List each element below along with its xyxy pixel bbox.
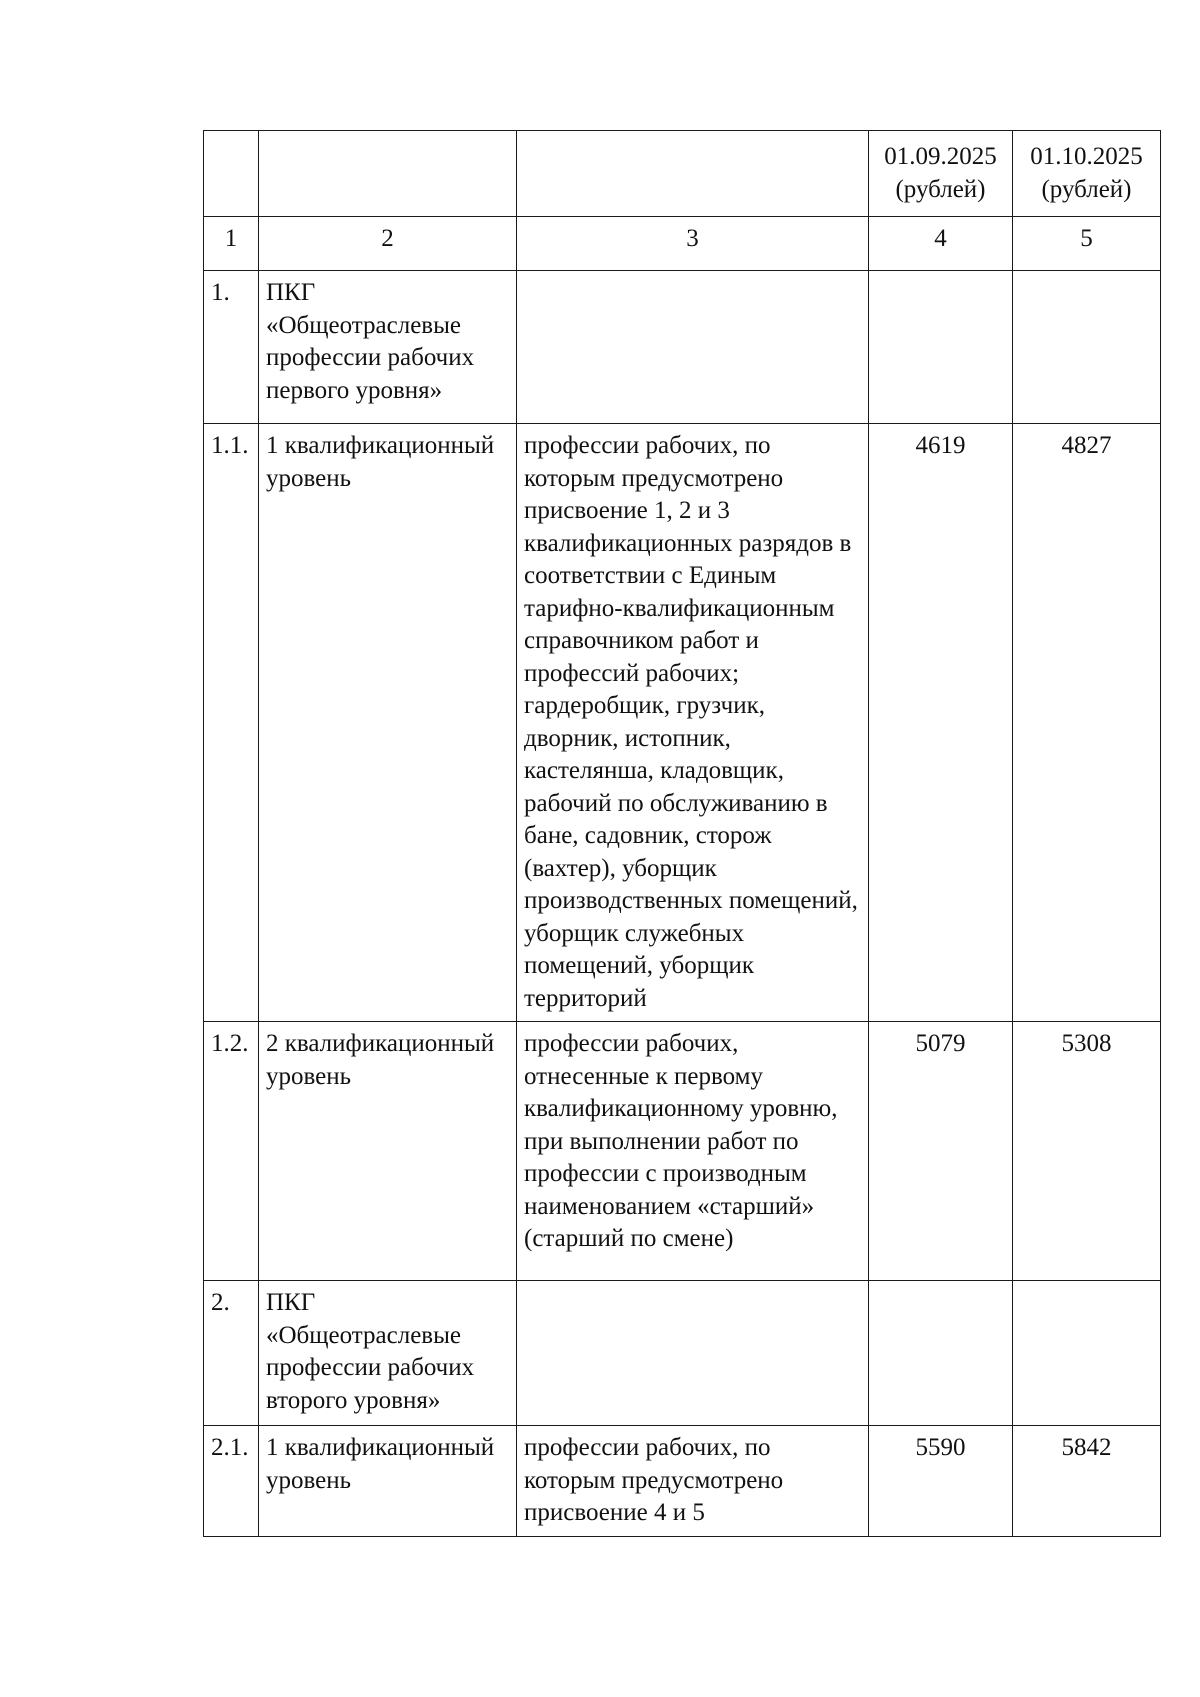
row-name: ПКГ «Общеотраслевые профессии рабочих первого уровня» (259, 271, 517, 424)
row-value-1001: 5842 (1013, 1426, 1161, 1537)
column-number-2: 2 (259, 217, 517, 271)
row-code: 1.2. (204, 1022, 259, 1281)
table-row (204, 1426, 1161, 1537)
row-value-0901 (869, 1281, 1013, 1426)
row-description (517, 271, 869, 424)
row-value-1001: 5308 (1013, 1022, 1161, 1281)
table-row (204, 424, 1161, 1022)
row-name: 1 квалификационный уровень (259, 424, 517, 1022)
salary-table (203, 130, 1161, 1537)
row-description (517, 1281, 869, 1426)
row-name: 1 квалификационный уровень (259, 1426, 517, 1537)
row-value-0901: 5079 (869, 1022, 1013, 1281)
table-row (204, 1022, 1161, 1281)
row-value-1001: 4827 (1013, 424, 1161, 1022)
header-cell-empty-1 (204, 131, 259, 217)
table-row (204, 1281, 1161, 1426)
header-cell-empty-2 (259, 131, 517, 217)
row-code: 2. (204, 1281, 259, 1426)
row-description: профессии рабочих, по которым предусмотрено присвоение 1, 2 и 3 квалификационных разрядов в соответствии с Единым тарифно-квалификационным справочником работ и профессий рабочих; гардеробщик, грузчик, дворник, истопник, кастелянша, кладовщик, рабочий по обслуживанию в бане, садовник, сторож (вахтер), уборщик производственных помещений, уборщик служебных помещений, уборщик территорий (517, 424, 869, 1022)
column-number-3: 3 (517, 217, 869, 271)
header-date-1001: 01.10.2025 (1030, 143, 1143, 170)
header-cell-empty-3 (517, 131, 869, 217)
table-row (204, 271, 1161, 424)
row-code: 2.1. (204, 1426, 259, 1537)
column-number-1: 1 (204, 217, 259, 271)
header-row (204, 131, 1161, 217)
row-name: 2 квалификационный уровень (259, 1022, 517, 1281)
row-value-0901 (869, 271, 1013, 424)
header-unit-1001: (рублей) (1041, 175, 1132, 203)
header-cell-date-1001 (1013, 131, 1161, 217)
column-number-row (204, 217, 1161, 271)
row-value-1001 (1013, 1281, 1161, 1426)
row-code: 1. (204, 271, 259, 424)
header-unit-0901: (рублей) (895, 175, 986, 203)
row-description: профессии рабочих, отнесенные к первому квалификационному уровню, при выполнении работ по профессии с производным наименованием «старший» (старший по смене) (517, 1022, 869, 1281)
column-number-4: 4 (869, 217, 1013, 271)
row-code: 1.1. (204, 424, 259, 1022)
header-cell-date-0901 (869, 131, 1013, 217)
column-number-5: 5 (1013, 217, 1161, 271)
row-name: ПКГ «Общеотраслевые профессии рабочих второго уровня» (259, 1281, 517, 1426)
row-description: профессии рабочих, по которым предусмотрено присвоение 4 и 5 (517, 1426, 869, 1537)
row-value-0901: 4619 (869, 424, 1013, 1022)
row-value-0901: 5590 (869, 1426, 1013, 1537)
row-value-1001 (1013, 271, 1161, 424)
header-date-0901: 01.09.2025 (884, 143, 997, 170)
